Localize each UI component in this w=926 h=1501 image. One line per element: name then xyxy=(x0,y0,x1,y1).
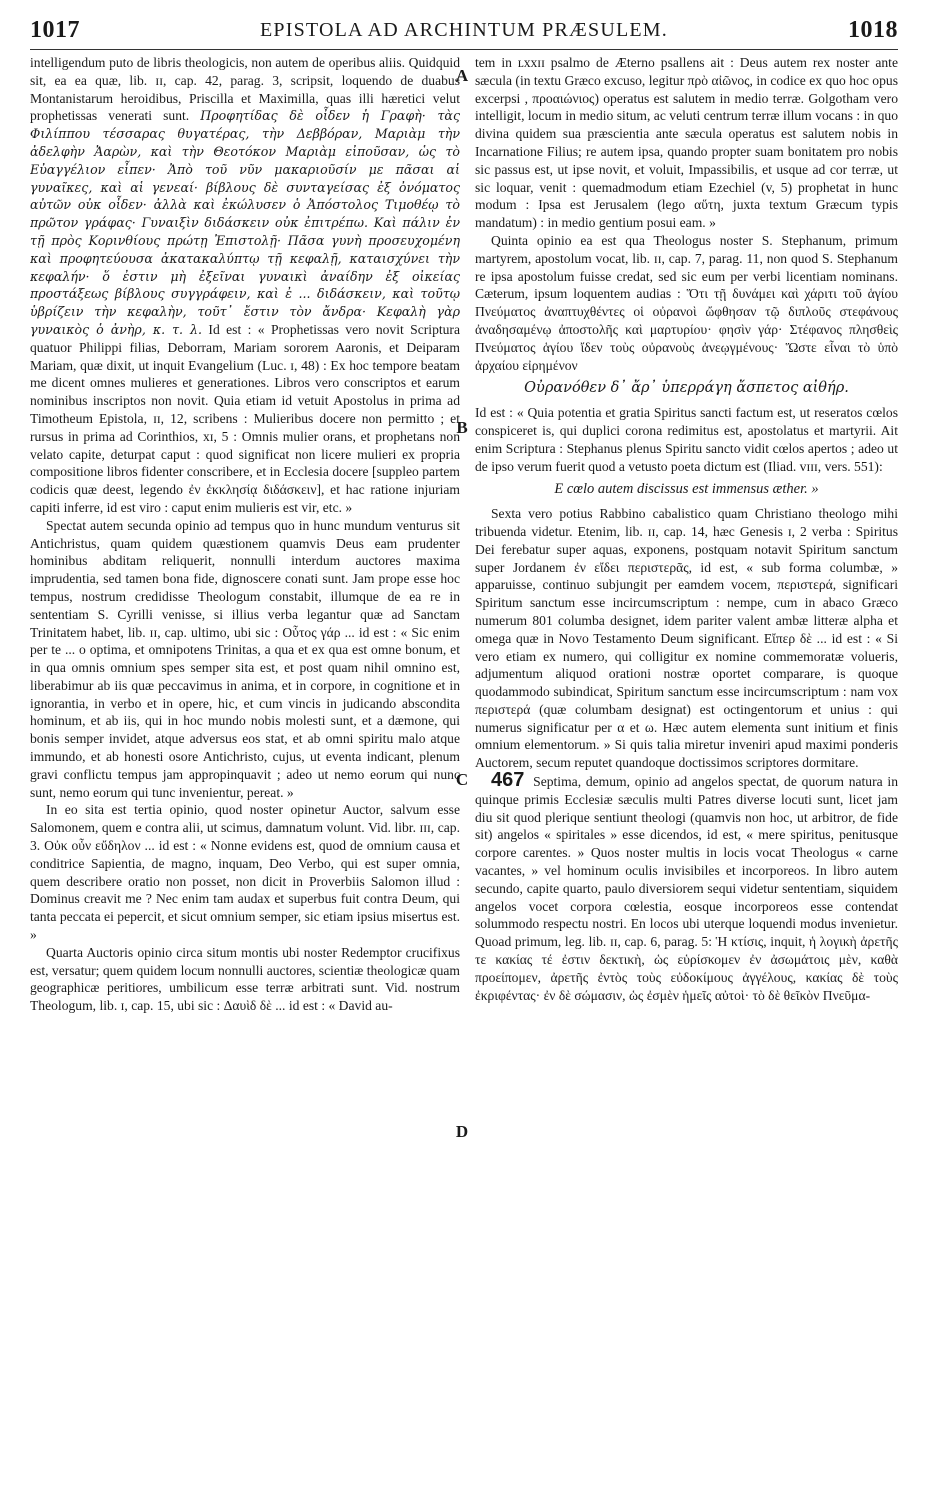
left-column-number: 1017 xyxy=(30,16,80,43)
page-header xyxy=(30,10,898,50)
left-p1-latin-translation: Id est : « Prophetissas vero novit Scriptura quatuor Philippi filias, Deborram, Mariam sororem Aaronis, et Deiparam Mariam, quæ dixit, ut inquit Evangelium (Luc. ɪ, 48) : Ex hoc tempore beatam me dicent omnes mulieres et generationes. Libros vero conscriptos et earum nominibus inscriptos non novit. Quia etiam id vetuit Apostolus in prima ad Timotheum Epistola, ɪɪ, 12, scribens : Mulieribus docere non permitto ; et rursus in prima ad Corinthios, xɪ, 5 : Omnis mulier orans, et prophetans non velato capite, deturpat caput : quod significat non licere mulieri ex propria compositione libros fidenter conscribere, et in Ecclesia docere [suppleo partem codicis quæ deest, legendo ἐν ἐκκλησίᾳ διδάσκειν], et hac ratione injuriam capiti inferre, id est viro : caput enim mulieris est vir, etc. » xyxy=(30,321,460,515)
right-greek-verse: Οὐρανόθεν δ᾽ ἄρ᾽ ὑπερράγη ἄσπετος αἰθήρ. xyxy=(524,380,849,397)
section-letter-a: A xyxy=(455,66,469,85)
left-paragraph-2: Spectat autem secunda opinio ad tempus quo in hunc mundum venturus sit Antichristus, quam quidem quæstionem quamvis Deus eam prudenter hominibus abditam reliquerit, nonnulli interdum auctores maxima imprudentia, sed tamen bona fide, dignoscere conati sunt. Jam prope esse hoc tempus, nostrum credidisse Theologum constabit, illumque de ea re in sententiam S. Cyrilli venisse, si illius verba legantur quæ ad Sanctam Trinitatem habet, lib. ɪɪ, cap. ultimo, ubi sic : Οὗτος γάρ ... id est : « Sic enim per te ... o optima, et omnipotens Trinitas, a qua et ex qua est omne bonum, et in qua omnis omnium spes semper sita est, et post quam nihil omnino est, liberabimur ab iis quæ peccavimus in anima, et in corpore, in cognitione et in ignorantia, in verbo et in opere, hic, et cum vincis in judicando abscondita hominum, et ab iis, qui in hoc mundo nobis molesti sunt, et a dæmone, qui bonis semper invidet, atque adversus eos stat, et ab omni spiritu malo atque immundo, et ab honesti osore Antichristo, cujus, ut eventa indicant, plenum gravi conflictu tempus jam appropinquavit ; adeo ut nemo eorum qui nunc sunt, nemo eorum qui tunc invenientur, pereat. » xyxy=(30,517,460,800)
left-column xyxy=(30,54,460,1491)
section-letter-c: C xyxy=(455,770,469,789)
left-paragraph-3: In eo sita est tertia opinio, quod noster opinetur Auctor, salvum esse Salomonem, quem e contra alii, ut scimus, damnatum volunt. Vid. libr. ɪɪɪ, cap. 3. Οὐκ οὖν εὔδηλον ... id est : « Nonne evidens est, quod de omnium causa et conditrice Sapientia, de magno, inquam, Deo Verbo, qui est super omnia, quem describere oratio non posset, non dicit in Proverbiis Salomon illud : Dominus creavit me ? Nec enim tam audax et superbus fuit contra Deum, qui tanta peccata ei pepercit, et sicut omnium semper, sic etiam ipsius misertus est. » xyxy=(30,802,460,943)
left-p1-greek: Προφητίδας δὲ οἶδεν ἡ Γραφὴ· τὰς Φιλίππου τέσσαρας θυγατέρας, τὴν Δεββόραν, Μαριὰμ τὴν ἀδελφὴν Ἀαρὼν, καὶ τὴν Θεοτόκον Μαριὰμ εἰποῦσαν, ὡς τὸ Εὐαγγέλιον εἶπεν· Ἀπὸ τοῦ νῦν μακαριοῦσίν με πᾶσαι αἱ γυναῖκες, καὶ αἱ γενεαί· βίβλους δὲ συνταγείσας ἐξ ὀνόματος αὐτῶν οὐκ οἶδεν· ἀλλὰ καὶ ἐκώλυσεν ὁ Ἀπόστολος Τιμοθέῳ τὸ πρῶτον γράφας· Γυναιξὶν διδάσκειν οὐκ ἐπιτρέπω. Καὶ πάλιν ἐν τῇ πρὸς Κορινθίους πρώτῃ Ἐπιστολῇ· Πᾶσα γυνὴ προσευχομένη καὶ προφητεύουσα ἀκατακαλύπτῳ τῇ κεφαλῇ, καταισχύνει τὴν κεφαλήν· ὅ ἐστιν μὴ ἐξεῖναι γυναικὶ ἀναίδην ἐξ οἰκείας προστάξεως βίβλους συγγράφειν, καὶ ἐ ... διδάσκειν, καὶ τοῦτῳ ὑβρίζειν τὴν κεφαλὴν, τοῦτ᾽ ἔστιν τὸν ἄνδρα· Κεφαλὴ γὰρ γυναικὸς ὁ ἀνὴρ, κ. τ. λ. xyxy=(30,108,460,337)
right-p5-text: Septima, demum, opinio ad angelos spectat, de quorum natura in quinque primis Ecclesiæ sæculis multi Patres diverse locuti sunt, licet jam diu sit quod plerique sentiunt theologi (quamvis non hoc, ut arbitror, de fide sit) angelos « spiritales » esse dicendos, id est, « mere spiritus, penitusque corpore carentes. » Quos noster multis in locis vocat Theologus « carne vacantes, » vel hominum oculis invisibiles et incorporeos. In libro autem secundo, capite quarto, paulo diversiorem sequi videtur sententiam, siquidem angelos vocet corpora cœlestia, eosque incorporeos esse contendat solummodo respectu nostri. En locos ubi uterque loquendi modus invenietur. Quoad primum, leg. lib. ɪɪ, cap. 6, parag. 5: Ἡ κτίσις, inquit, ἡ λογικὴ ἀρετῆς τε κακίας τέ ἐστιν δεκτικὴ, ὡς εὑρίσκομεν ἐν ἀσωμάτοις μὲν, καθὰ προείπομεν, ἀρετῆς ἐντὸς τοὺς εὐδοκίμους ἀγγέλους, κακίας δὲ τοὺς ἐκριφέντας· ἐν δὲ σώμασιν, ὡς ἐσμὲν ἡμεῖς αὐτοὶ· τὸ δὲ θεῖκὸν Πνεῦμα- xyxy=(475,774,898,1003)
running-title: EPISTOLA AD ARCHINTUM PRÆSULEM. xyxy=(259,18,668,41)
right-latin-verse: E cœlo autem discissus est immensus æther. » xyxy=(554,481,819,498)
right-column-number: 1018 xyxy=(847,16,898,43)
section-letter-d: D xyxy=(455,1122,469,1141)
right-column xyxy=(475,54,898,1491)
left-p1-latin-intro: intelligendum puto de libris theologicis, non autem de operibus aliis. Quidquid sit, ea ea quæ, lib. ɪɪ, cap. 42, parag. 3, scripsit, loquendo de duabus Montanistarum heroidibus, Priscilla et Maximilla, quas illi hæretici velut prophetissas venerati sunt. xyxy=(30,55,460,124)
right-paragraph-3: Id est : « Quia potentia et gratia Spiritus sancti factum est, ut reseratos cœlos conspiceret is, qui duplici corona redimitus est, apostolatus et martyrii. Ait enim Scriptura : Stephanus plenus Spiritu sancto vidit cœlos apertos ; adeo ut de ipso verum fuerit quod a vetusto poeta dictum est (Iliad. vɪɪɪ, vers. 551): xyxy=(475,405,898,474)
right-paragraph-4: Sexta vero potius Rabbino cabalistico quam Christiano theologo mihi tribuenda videtur. Etenim, lib. ɪɪ, cap. 14, hæc Genesis ɪ, 2 verba : Spiritus Dei ferebatur super aquas, exponens, postquam notavit Spiritum sanctum super Jordanem ἐν εἴδει περιστερᾶς, id est, « sub forma columbæ, » apparuisse, continuo subjungit per eamdem vocem, περιστερά, significari Spiritum sanctum esse incircumscriptum : nempe, cum in abaco Græco numerum 801 columba designet, idem pariter valent ambæ litteræ alpha et omega quæ in Novo Testamento Deum significant. Εἴπερ δὲ ... id est : « Si vero etiam ex numero, qui colligitur ex nomine commemoratæ volueris, adjumentum aliquod orationi nostræ oportet comparare, is quoque quodammodo subindicat, Spiritum sanctum esse incircumscriptum : nam vox περιστερά (quæ columbam designat) est octingentorum et unius : qui numerus significatur per α et ω. Hæc autem elementa sunt initium et finis omnium elementorum. » Si quis talia miretur inveniri apud maximi ponderis Auctorem, secum reputet quandoque doctissimos scriptores dormitare. xyxy=(475,506,898,771)
header-rule xyxy=(30,49,898,50)
right-paragraph-2: Quinta opinio ea est qua Theologus noster S. Stephanum, primum martyrem, apostolum vocat, lib. ɪɪ, cap. 7, parag. 11, non quod S. Stephanum re ipsa apostolum fuisse credat, sed sic eum per verbi licentiam nominans. Cæterum, ipsum loquentem audias : Ὅτι τῇ δυνάμει καὶ χάριτι τοῦ ἁγίου Πνεύματος ἀναπτυχθέντες οἱ οὐρανοὶ ὤφθησαν τῷ διπλοῦς στεφάνους ἀναδησαμένῳ ἀποστολῆς καὶ μαρτυρίου· φησὶν γάρ· Στέφανος πλησθεὶς Πνεύματος ἁγίου ἴδεν τοὺς οὐρανοὺς ἀνεῳγμένους· Ὥστε εἶναι τὸ ὑπὸ ἀρχαίου εἰρημένον xyxy=(475,232,898,373)
left-paragraph-1 xyxy=(30,54,460,517)
section-letter-b: B xyxy=(456,418,468,437)
left-paragraph-4: Quarta Auctoris opinio circa situm montis ubi noster Redemptor crucifixus est, versatur; quem quidem locum nonnulli auctores, scientiæ theologicæ quam geographicæ peritiores, umbilicum esse terræ arbitrati sunt. Vid. nostrum Theologum, lib. ɪ, cap. 15, ubi sic : Δαυὶδ δὲ ... id est : « David au- xyxy=(30,944,460,1014)
page-marker: 467 xyxy=(491,769,525,792)
right-paragraph-5 xyxy=(475,769,898,1004)
right-paragraph-1: tem in ʟxxɪɪ psalmo de Æterno psallens ait : Deus autem rex noster ante sæcula (in textu Græco excuso, legitur πρὸ αἰῶνος, in codice ex quo hoc opus excerpsi , προαιώνιος) operatus est salutem in medio terræ. Golgotham vero intelligit, locum in medio situm, ac veluti centrum terræ illum vocans : in quo divina quidem sua præscientia ante sæcula operatus est salutem nobis in Incarnatione Filius; re autem ipsa, quando propter suam bonitatem pro nobis sic passus est, ut ipse novit, et voluit, Impassibilis, et usque ad cor terræ, ut sic loquar, venit : quemadmodum etiam Ezechiel (v, 5) prophetat in hunc modum : Ipsa est Jerusalem (lego αὕτη, juxta textum Græcum typis mandatum) : in medio gentium posui eam. » xyxy=(475,55,898,231)
